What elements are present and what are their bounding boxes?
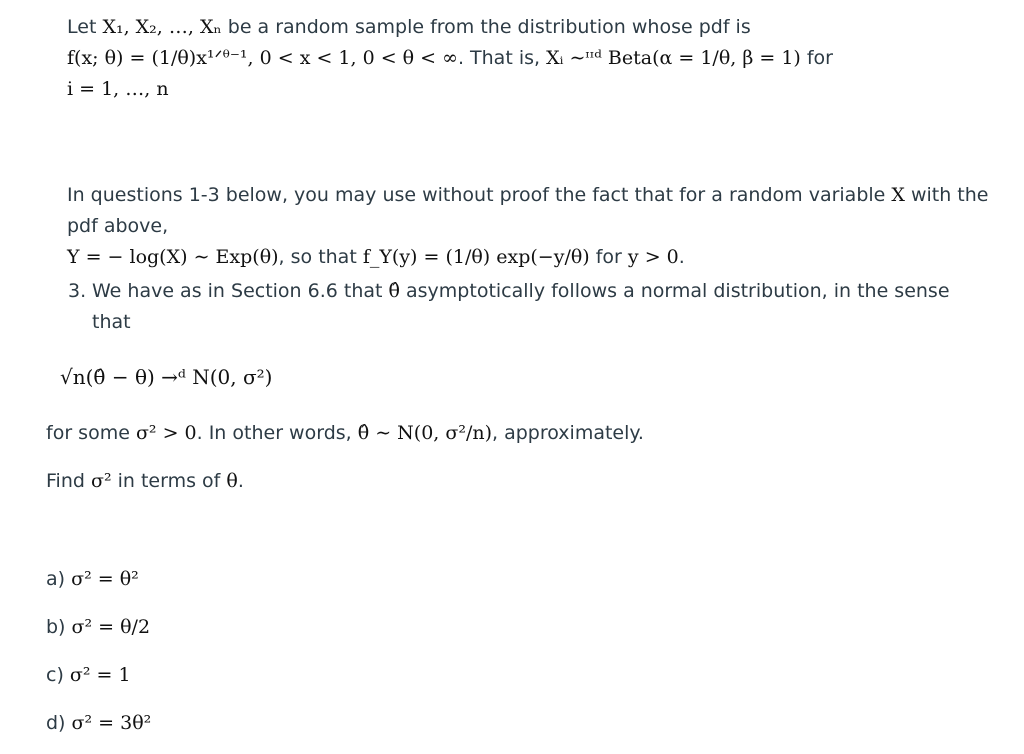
- hint-text: .: [678, 246, 685, 268]
- question-text: asymptotically follows a normal distribution, in the sense: [399, 280, 950, 302]
- approx-distribution: θ̂ ∼ N(0, σ²/n): [357, 422, 493, 444]
- hint-text: In questions 1-3 below, you may use without proof the fact that for a random variable: [67, 184, 892, 206]
- question-text: We have as in Section 6.6 that: [92, 280, 389, 302]
- distribution-expression: Xᵢ ∼ᶦᶦᵈ Beta(α = 1/θ, β = 1): [546, 47, 801, 69]
- pdf-expression: f(x; θ) = (1/θ)x¹ᐟᶿ⁻¹, 0 < x < 1, 0 < θ < ∞: [67, 47, 458, 69]
- intro-lead: Let: [67, 16, 103, 38]
- answer-choice-b[interactable]: [46, 612, 150, 642]
- followup-text: . In other words,: [196, 422, 358, 444]
- hint-text: , so that: [278, 246, 363, 268]
- find-text: .: [237, 470, 244, 492]
- followup-text: for some: [46, 422, 136, 444]
- hint-text: with the pdf above,: [67, 184, 989, 237]
- estimator-symbol: θ̂: [388, 280, 400, 302]
- choice-label: a): [46, 568, 72, 590]
- index-expression: i = 1, …, n: [67, 78, 169, 100]
- followup-paragraph: [46, 418, 946, 449]
- variable-x: X: [891, 184, 905, 206]
- choice-expression: σ² = 3θ²: [71, 712, 152, 734]
- intro-paragraph: [67, 12, 997, 105]
- intro-text: be a random sample from the distribution whose pdf is: [221, 16, 751, 38]
- condition-expression: y > 0: [627, 246, 679, 268]
- question-number: 3.: [68, 280, 87, 302]
- sigma-condition: σ² > 0: [135, 422, 197, 444]
- theta-symbol: θ: [226, 470, 238, 492]
- choice-label: d): [46, 712, 72, 734]
- choice-expression: σ² = θ/2: [71, 616, 151, 638]
- choice-expression: σ² = θ²: [71, 568, 139, 590]
- answer-choice-d[interactable]: [46, 708, 151, 738]
- find-instruction: [46, 466, 946, 497]
- hint-paragraph: [67, 180, 1007, 273]
- choice-expression: σ² = 1: [69, 664, 131, 686]
- intro-text: . That is,: [457, 47, 547, 69]
- find-text: in terms of: [111, 470, 227, 492]
- sample-expression: X₁, X₂, …, Xₙ: [102, 16, 222, 38]
- intro-text: for: [800, 47, 833, 69]
- question-text-continued: that: [92, 311, 131, 333]
- answer-choice-c[interactable]: [46, 660, 131, 690]
- choice-label: b): [46, 616, 72, 638]
- density-expression: f_Y(y) = (1/θ) exp(−y/θ): [362, 246, 590, 268]
- convergence-formula: √n(θ̂ − θ) →ᵈ N(0, σ²): [60, 365, 273, 389]
- sigma-squared: σ²: [90, 470, 112, 492]
- find-text: Find: [46, 470, 91, 492]
- followup-text: , approximately.: [492, 422, 644, 444]
- transform-expression: Y = − log(X) ∼ Exp(θ): [67, 246, 279, 268]
- answer-choice-a[interactable]: [46, 564, 139, 594]
- question-3: [68, 276, 968, 338]
- hint-text: for: [589, 246, 628, 268]
- choice-label: c): [46, 664, 70, 686]
